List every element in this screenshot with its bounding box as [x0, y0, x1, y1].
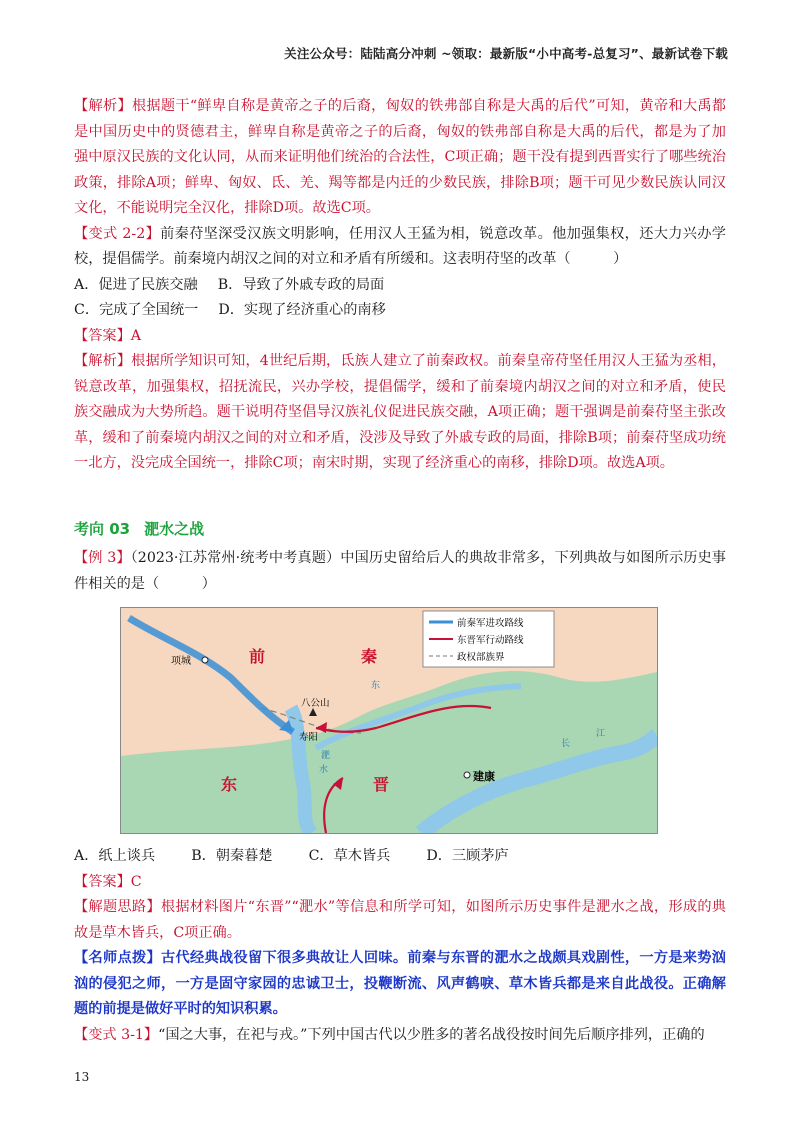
legend-label-qin: 前秦军进攻路线 — [457, 618, 524, 629]
answer-tag: 【答案】 — [74, 327, 131, 344]
option-d: D．实现了经济重心的南移 — [218, 302, 386, 318]
option-a: A．促进了民族交融 — [74, 276, 198, 293]
variant-text: 前秦苻坚深受汉族文明影响，任用汉人王猛为相，锐意改革。他加强集权，还大力兴办学校，提倡儒学。前秦境内胡汉之间的对立和矛盾有所缓和。这表明苻坚的改革（ ） — [74, 225, 726, 267]
example-3-tips — [74, 946, 726, 1023]
analysis-tag: 【解析】 — [74, 98, 132, 114]
label-qin: 秦 — [361, 647, 378, 666]
answer-tag: 【答案】 — [74, 873, 131, 890]
label-jiankang: 建康 — [473, 770, 495, 783]
label-xiangcheng: 项城 — [171, 656, 191, 667]
analysis-block-1 — [74, 94, 726, 222]
label-bagong: 八公山 — [301, 698, 330, 709]
label-jiang-1: 长 — [561, 739, 571, 749]
legend-label-jin: 东晋军行动路线 — [457, 635, 524, 646]
label-fei: 淝 — [321, 751, 331, 761]
option-a: A．纸上谈兵 — [74, 848, 156, 864]
variant-2-2-question — [74, 222, 726, 273]
option-d: D．三顾茅庐 — [426, 848, 509, 864]
page-number: 13 — [74, 1070, 90, 1084]
label-shouyang: 寿阳 — [299, 732, 319, 743]
legend-label-border: 政权部族界 — [457, 652, 505, 663]
variant-tag: 【变式 3-1】 — [74, 1026, 159, 1043]
option-b: B．导致了外戚专政的局面 — [217, 276, 385, 293]
battle-map — [120, 607, 658, 834]
tips-text: 古代经典战役留下很多典故让人回味。前秦与东晋的淝水之战颇具戏剧性，一方是来势汹汹的侵犯之师，一方是固守家园的忠诚卫士，投鞭断流、风声鹤唳、草木皆兵都是来自此战役。正确解题的前提是做好平时的知识积累。 — [74, 950, 726, 1017]
thinking-text: 根据材料图片“东晋”“淝水”等信息和所学可知，如图所示历史事件是淝水之战，形成的典故是草木皆兵，C项正确。 — [74, 899, 726, 941]
section-heading — [74, 517, 726, 543]
analysis-text: 根据题干“鲜卑自称是黄帝之子的后裔，匈奴的铁弗部自称是大禹的后代”可知，黄帝和大禹都是中国历史中的贤德君主，鲜卑自称是黄帝之子的后裔，匈奴的铁弗部自称是大禹的后代，都是为了加强中原汉民族的文化认同，从而来证明他们统治的合法性，C项正确；题干没有提到西晋实行了哪些统治政策，排除A项；鲜卑、匈奴、氐、羌、羯等都是内迁的少数民族，排除B项；题干可见少数民族认同汉文化，不能说明完全汉化，排除D项。故选C项。 — [74, 98, 726, 216]
option-c: C．草木皆兵 — [308, 848, 391, 864]
variant-2-2-options-row-2 — [74, 298, 726, 324]
example-3-question — [74, 546, 726, 597]
thinking-tag: 【解题思路】 — [74, 899, 161, 915]
example-3-answer — [74, 870, 726, 896]
label-shui: 水 — [319, 765, 329, 775]
answer-value: C — [130, 873, 142, 890]
analysis-tag: 【解析】 — [74, 353, 132, 369]
label-jiang-2: 江 — [596, 729, 606, 739]
variant-2-2-answer — [74, 324, 726, 350]
label-dong: 东 — [221, 775, 238, 794]
example-3-options — [74, 844, 726, 870]
section-code: 考向 03 — [74, 519, 131, 538]
example-text: （2023·江苏常州·统考中考真题）中国历史留给后人的典故非常多，下列典故与如图所示历史事件相关的是（ ） — [74, 550, 726, 592]
page-header: 关注公众号：陆陆高分冲刺 ~领取：最新版“小中高考-总复习”、最新试卷下载 — [284, 46, 728, 61]
battle-map-svg — [121, 608, 657, 833]
xiangcheng-marker — [202, 657, 208, 663]
document-body — [74, 94, 726, 1048]
answer-value: A — [130, 327, 142, 344]
option-b: B．朝秦暮楚 — [191, 848, 273, 864]
label-dong-river: 东 — [371, 681, 381, 691]
section-title: 淝水之战 — [144, 519, 205, 538]
tips-tag: 【名师点拨】 — [74, 950, 161, 966]
variant-text: “国之大事，在祀与戎。”下列中国古代以少胜多的著名战役按时间先后顺序排列，正确的 — [158, 1026, 705, 1043]
option-c: C．完成了全国统一 — [74, 302, 199, 318]
label-jin: 晋 — [373, 775, 390, 794]
variant-2-2-options-row-1 — [74, 273, 726, 299]
jiankang-marker — [464, 772, 470, 778]
example-3-thinking — [74, 895, 726, 946]
variant-tag: 【变式 2-2】 — [74, 225, 161, 242]
label-qian: 前 — [249, 647, 266, 666]
analysis-text: 根据所学知识可知，4世纪后期，氐族人建立了前秦政权。前秦皇帝苻坚任用汉人王猛为丞相，锐意改革，加强集权，招抚流民，兴办学校，提倡儒学，缓和了前秦境内胡汉之间的对立和矛盾，使民族交融成为大势所趋。题干说明苻坚倡导汉族礼仪促进民族交融，A项正确；题干强调是前秦苻坚主张改革，缓和了前秦境内胡汉之间的对立和矛盾，没涉及导致了外戚专政的局面，排除B项；前秦苻坚成功统一北方，没完成全国统一，排除C项；南宋时期，实现了经济重心的南移，排除D项。故选A项。 — [74, 353, 726, 471]
variant-2-2-analysis — [74, 349, 726, 477]
example-tag: 【例 3】 — [74, 550, 131, 566]
variant-3-1-question — [74, 1023, 726, 1049]
